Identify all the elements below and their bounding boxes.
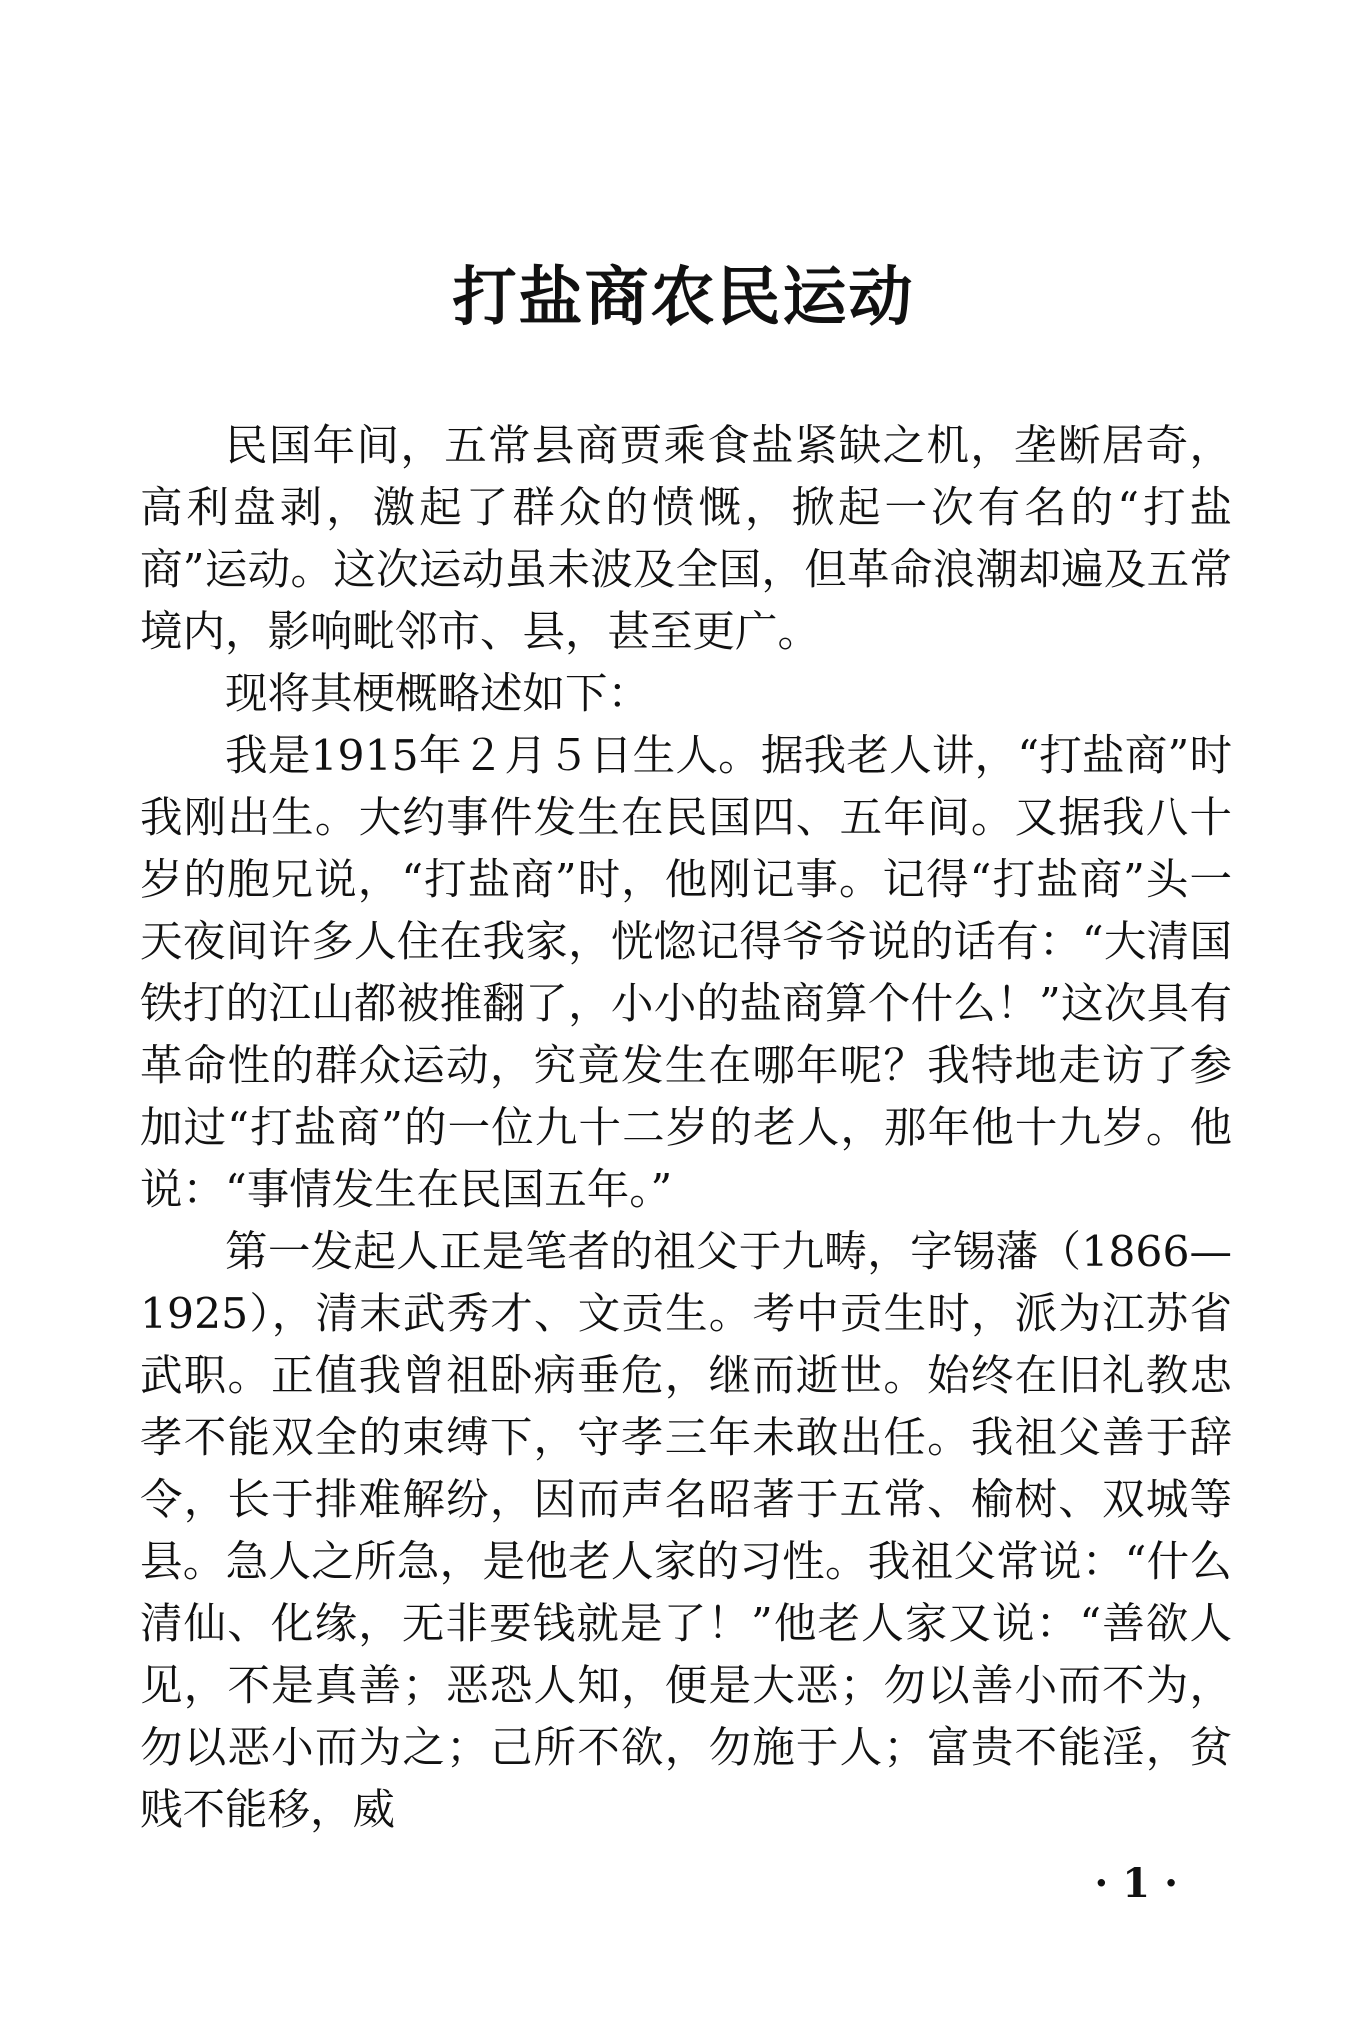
page-number: ·1· (1094, 1860, 1192, 1907)
paragraph-recollection: 我是1915年２月５日生人。据我老人讲，“打盐商”时我刚出生。大约事件发生在民国四、五年间。又据我八十岁的胞兄说，“打盐商”时，他刚记事。记得“打盐商”头一天夜间许多人住在我家，恍惚记得爷爷说的话有：“大清国铁打的江山都被推翻了，小小的盐商算个什么！”这次具有革命性的群众运动，究竟发生在哪年呢？我特地走访了参加过“打盐商”的一位九十二岁的老人，那年他十九岁。他说：“事情发生在民国五年。” (140, 732, 1232, 1215)
paragraph-initiator: 第一发起人正是笔者的祖父于九畴，字锡藩（1866—1925），清末武秀才、文贡生。考中贡生时，派为江苏省武职。正值我曾祖卧病垂危，继而逝世。始终在旧礼教忠孝不能双全的束缚下，守孝三年未敢出任。我祖父善于辞令，长于排难解纷，因而声名昭著于五常、榆树、双城等县。急人之所急，是他老人家的习性。我祖父常说：“什么清仙、化缘，无非要钱就是了！”他老人家又说：“善欲人见，不是真善；恶恐人知，便是大恶；勿以善小而不为，勿以恶小而为之；己所不欲，勿施于人；富贵不能淫，贫贱不能移，威 (140, 1228, 1232, 1835)
page-title: 打盐商农民运动 (452, 260, 915, 335)
paragraph-intro: 民国年间，五常县商贾乘食盐紧缺之机，垄断居奇，高利盘剥，激起了群众的愤慨，掀起一次有名的“打盐商”运动。这次运动虽未波及全国，但革命浪潮却遍及五常境内，影响毗邻市、县，甚至更广。 (140, 422, 1232, 657)
paragraph-summary-lead: 现将其梗概略述如下： (225, 670, 651, 719)
body-text (140, 416, 1232, 1842)
